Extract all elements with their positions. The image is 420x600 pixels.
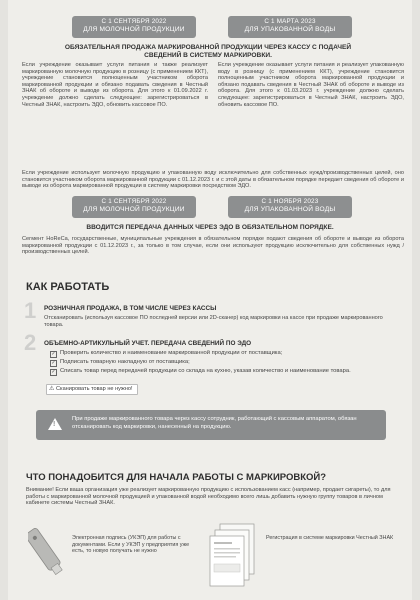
date-pill-dairy-2022-b [72,196,196,218]
step1-title: РОЗНИЧНАЯ ПРОДАЖА, В ТОМ ЧИСЛЕ ЧЕРЕЗ КАССЫ [44,305,217,312]
pill-sub: ДЛЯ МОЛОЧНОЙ ПРОДУКЦИИ [83,205,185,213]
section2-header: ВВОДИТСЯ ПЕРЕДАЧА ДАННЫХ ЧЕРЕЗ ЭДО В ОБЯЗАТЕЛЬНОМ ПОРЯДКЕ. [86,224,334,231]
pill-sub: ДЛЯ МОЛОЧНОЙ ПРОДУКЦИИ [83,25,185,33]
section2-text: Сегмент HoReCa, государственные, муниципальные учреждения в обязательном порядке подают сведения об обороте и выводе из оборота маркированной продукции с 01.12.2023 г., за только в том случае, если они используют продукцию исключительно для собственных нужд / производственных целей. [22,236,404,256]
section1-header: ОБЯЗАТЕЛЬНАЯ ПРОДАЖА МАРКИРОВАННОЙ ПРОДУКЦИИ ЧЕРЕЗ КАССУ С ПОДАЧЕЙ СВЕДЕНИЙ В СИСТЕМУ МАРКИРОВКИ. [64,44,352,59]
document-page [8,0,412,600]
checkbox-icon: ✓ [51,351,56,357]
check-text: Списать товар перед передачей продукции со склада на кухню, указав количество и наименование товара. [60,368,351,374]
section1-full-text: Если учреждение использует молочную продукцию и упакованную воду исключительно для собственных нужд/производственных целей, оно становится участником оборота маркированной продукции с 01.12.2023 г. и с этой даты в обязательном порядке передает сведения об обороте и выводе из оборота маркированной продукции в систему маркировки посредством ЭДО. [22,170,404,190]
step2-number: 2 [24,330,37,355]
pill-sub: ДЛЯ УПАКОВАННОЙ ВОДЫ [244,205,336,213]
banner-text: При продаже маркированного товара через кассу сотрудник, работающий с кассовым аппаратом, обязан отсканировать код маркировки, нанесенный на продукцию. [72,416,357,430]
usb-token-icon [28,522,64,582]
need-item2-text: Регистрация в системе маркировки Честный ЗНАК [266,535,394,541]
documents-icon [208,522,258,590]
step2-title: ОБЪЕМНО-АРТИКУЛЬНЫЙ УЧЕТ. ПЕРЕДАЧА СВЕДЕНИЙ ПО ЭДО [44,340,252,347]
checkbox-icon: ✓ [51,369,56,375]
section1-right-text: Если учреждение оказывает услуги питания и реализует упакованную воду в розницу (с применением ККТ), учреждение становится полноценным участником оборота маркированной продукции и обязано подавать сведения в Честный ЗНАК об обороте и выводе из оборота. Для этого к 01.03.2023 г. учреждение должно сделать следующее: зарегистрироваться в Честный ЗНАК, настроить ЭДО, обновить кассовое ПО. [218,62,404,108]
pill-date: С 1 СЕНТЯБРЯ 2022 [101,18,167,25]
pill-date: С 1 МАРТА 2023 [264,18,316,25]
step1-number: 1 [24,298,37,323]
check-item [50,350,380,358]
pill-sub: ДЛЯ УПАКОВАННОЙ ВОДЫ [244,25,336,33]
scan-not-needed-tag [46,384,138,395]
check-text: Проверить количество и наименование маркированной продукции от поставщика; [60,350,283,356]
pill-date: С 1 СЕНТЯБРЯ 2022 [101,198,167,205]
need-text: Внимание! Если ваша организация уже реализует маркированную продукцию с использованием касс (например, продает сигареты), то для работы с маркированной молочной продукцией и упакованной водой необходимо всего лишь добавить нужную группу товаров в личном кабинете системы Честный ЗНАК. [26,487,391,507]
need-title: ЧТО ПОНАДОБИТСЯ ДЛЯ НАЧАЛА РАБОТЫ С МАРКИРОВКОЙ? [26,472,327,483]
date-pill-water-nov-2023 [228,196,352,218]
how-title: КАК РАБОТАТЬ [26,281,110,293]
checkbox-icon: ✓ [51,360,56,366]
check-item [50,359,380,367]
warning-icon: ⚠ [49,386,55,392]
date-pill-water-2023 [228,16,352,38]
pill-date: С 1 НОЯБРЯ 2023 [261,198,319,205]
section1-left-text: Если учреждение оказывает услуги питания и также реализует маркированную молочную продукцию в розницу (с применением ККТ), учреждение становится полноценным участником оборота маркированной продукции и обязано подавать сведения в Честный ЗНАК об обороте и выводе из оборота. Для этого к 01.09.2022 г. учреждение должно сделать следующее: зарегистрироваться в Честный ЗНАК, настроить ЭДО, обновить кассовое ПО. [22,62,208,108]
check-item [50,368,390,376]
warning-triangle-icon: ! [48,418,62,430]
step1-text: Отсканировать (используя кассовое ПО последней версии или 2D-сканер) код маркировки на кассе при продаже маркированного товара. [44,315,383,328]
scan-tag-text: Сканировать товар не нужно! [55,386,133,392]
need-item1-text: Электронная подпись (УКЭП) для работы с документами. Если у УКЭП у предприятия уже есть, то новую получать не нужно [72,535,190,555]
check-text: Подписать товарную накладную от поставщика; [60,359,190,365]
warning-banner [36,410,386,440]
date-pill-dairy-2022 [72,16,196,38]
